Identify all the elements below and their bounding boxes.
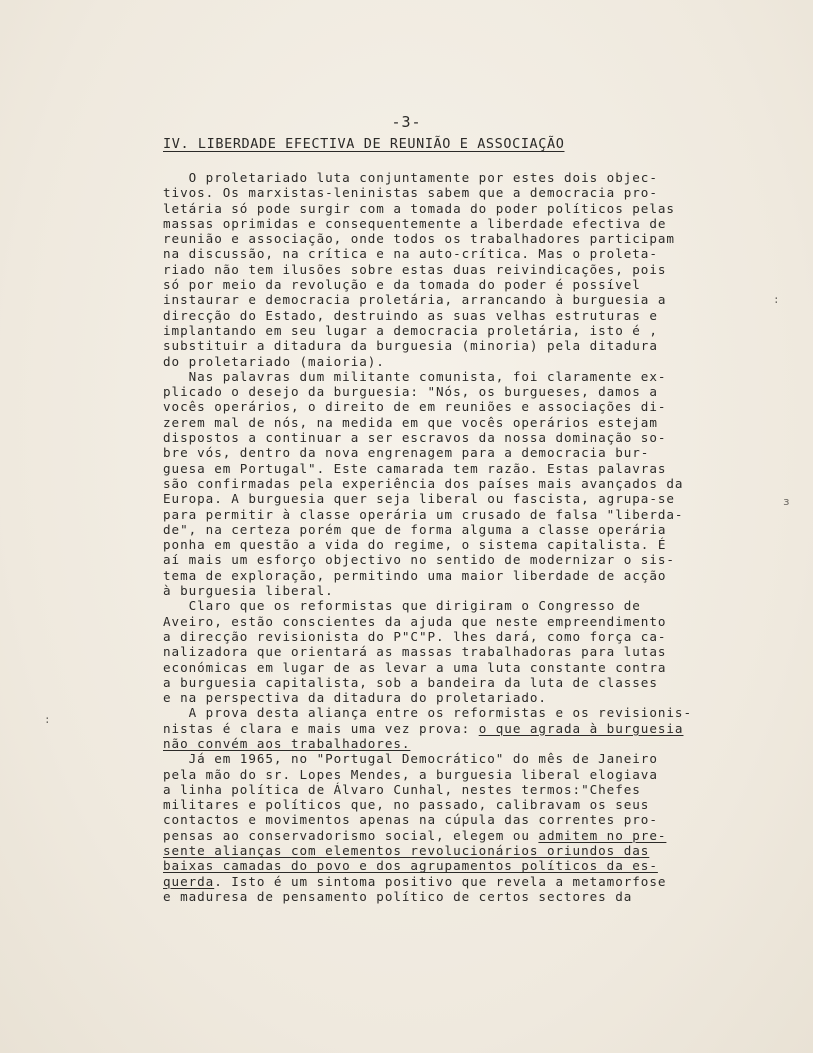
text-segment: substituir a ditadura da burguesia (minoria) pela ditadura xyxy=(163,338,658,354)
text-segment: à burguesia liberal. xyxy=(163,583,334,599)
text-line xyxy=(163,399,793,414)
text-segment: e maduresa de pensamento político de certos sectores da xyxy=(163,888,633,904)
text-segment: plicado o desejo da burguesia: "Nós, os burgueses, damos a xyxy=(163,384,658,400)
text-segment: contactos e movimentos apenas na cúpula das correntes pro- xyxy=(163,812,658,828)
underlined-text: sente alianças com elementos revolucionários oriundos das xyxy=(163,843,650,859)
underlined-text: baixas camadas do povo e dos agrupamentos políticos da es- xyxy=(163,858,658,874)
text-line xyxy=(163,185,793,200)
text-line xyxy=(163,277,793,292)
text-line xyxy=(163,445,793,460)
text-segment: para permitir à classe operária um crusado de falsa "liberda- xyxy=(163,506,684,522)
text-line xyxy=(163,675,793,690)
text-segment: massas oprimidas e consequentemente a liberdade efectiva de xyxy=(163,215,667,231)
text-segment: a burguesia capitalista, sob a bandeira da luta de classes xyxy=(163,674,658,690)
text-segment: e na perspectiva da ditadura do proletariado. xyxy=(163,690,547,706)
text-line xyxy=(163,461,793,476)
text-segment: do proletariado (maioria). xyxy=(163,353,385,369)
text-segment: riado não tem ilusões sobre estas duas reivindicações, pois xyxy=(163,261,667,277)
text-segment: nalizadora que orientará as massas trabalhadoras para lutas xyxy=(163,644,667,660)
text-segment: militares e políticos que, no passado, calibravam os seus xyxy=(163,797,650,813)
text-segment: aí mais um esforço objectivo no sentido de modernizar o sis- xyxy=(163,552,675,568)
text-line xyxy=(163,246,793,261)
text-segment: Nas palavras dum militante comunista, foi claramente ex- xyxy=(163,368,667,384)
text-line xyxy=(163,308,793,323)
text-line xyxy=(163,812,793,827)
text-line xyxy=(163,430,793,445)
text-line xyxy=(163,338,793,353)
text-line xyxy=(163,629,793,644)
text-line xyxy=(163,858,793,873)
text-line xyxy=(163,797,793,812)
text-segment: tivos. Os marxistas-leninistas sabem que a democracia pro- xyxy=(163,185,658,201)
text-line xyxy=(163,491,793,506)
text-line xyxy=(163,721,793,736)
underlined-text: o que agrada à burguesia xyxy=(478,720,684,736)
text-segment: a direcção revisionista do P"C"P. lhes dará, como força ca- xyxy=(163,628,667,644)
text-segment: Europa. A burguesia quer seja liberal ou fascista, agrupa-se xyxy=(163,491,675,507)
text-segment: Já em 1965, no "Portugal Democrático" do mês de Janeiro xyxy=(163,751,658,767)
text-line xyxy=(163,537,793,552)
text-line xyxy=(163,614,793,629)
text-segment: . Isto é um sintoma positivo que revela a metamorfose xyxy=(214,873,667,889)
margin-mark: : xyxy=(44,713,51,726)
text-line xyxy=(163,660,793,675)
text-segment: letária só pode surgir com a tomada do poder políticos pelas xyxy=(163,200,675,216)
text-segment: guesa em Portugal". Este camarada tem razão. Estas palavras xyxy=(163,460,667,476)
text-line xyxy=(163,476,793,491)
text-line xyxy=(163,705,793,720)
text-segment: económicas em lugar de as levar a uma luta constante contra xyxy=(163,659,667,675)
body-text xyxy=(163,170,793,904)
text-line xyxy=(163,231,793,246)
text-segment: vocês operários, o direito de em reuniões e associações di- xyxy=(163,399,667,415)
text-segment: só por meio da revolução e da tomada do poder é possível xyxy=(163,277,641,293)
text-segment: implantando em seu lugar a democracia proletária, isto é , xyxy=(163,322,658,338)
section-heading: IV. LIBERDADE EFECTIVA DE REUNIÃO E ASSOCIAÇÃO xyxy=(163,136,565,152)
text-line xyxy=(163,522,793,537)
text-line xyxy=(163,216,793,231)
text-line xyxy=(163,170,793,185)
text-line xyxy=(163,262,793,277)
text-line xyxy=(163,874,793,889)
text-segment: de", na certeza porém que de forma alguma a classe operária xyxy=(163,521,667,537)
text-segment: nistas é clara e mais uma vez prova: xyxy=(163,720,479,736)
text-line xyxy=(163,201,793,216)
text-segment: pela mão do sr. Lopes Mendes, a burguesia liberal elogiava xyxy=(163,766,658,782)
text-line xyxy=(163,598,793,613)
underlined-text: não convém aos trabalhadores. xyxy=(163,735,411,751)
text-line xyxy=(163,889,793,904)
text-segment: direcção do Estado, destruindo as suas velhas estruturas e xyxy=(163,307,658,323)
text-line xyxy=(163,644,793,659)
text-segment: dispostos a continuar a ser escravos da nossa dominação so- xyxy=(163,430,667,446)
text-line xyxy=(163,751,793,766)
underlined-text: querda xyxy=(163,873,215,889)
text-segment: tema de exploração, permitindo uma maior liberdade de acção xyxy=(163,567,667,583)
margin-mark: з xyxy=(783,495,790,508)
text-line xyxy=(163,354,793,369)
text-segment: Aveiro, estão conscientes da ajuda que neste empreendimento xyxy=(163,613,667,629)
text-segment: a linha política de Álvaro Cunhal, nestes termos:"Chefes xyxy=(163,781,641,797)
text-line xyxy=(163,767,793,782)
text-segment: na discussão, na crítica e na auto-crítica. Mas o proleta- xyxy=(163,246,658,262)
text-line xyxy=(163,568,793,583)
text-line xyxy=(163,323,793,338)
text-segment: Claro que os reformistas que dirigiram o Congresso de xyxy=(163,598,641,614)
text-segment: instaurar e democracia proletária, arrancando à burguesia a xyxy=(163,292,667,308)
text-line xyxy=(163,384,793,399)
text-segment: são confirmadas pela experiência dos países mais avançados da xyxy=(163,475,684,491)
text-line xyxy=(163,369,793,384)
text-segment: reunião e associação, onde todos os trabalhadores participam xyxy=(163,231,675,247)
page-number: -3- xyxy=(391,113,422,131)
text-segment: A prova desta aliança entre os reformistas e os revisionis- xyxy=(163,705,692,721)
text-segment: O proletariado luta conjuntamente por estes dois objec- xyxy=(163,170,658,185)
text-line xyxy=(163,415,793,430)
text-line xyxy=(163,552,793,567)
text-segment: ponha em questão a vida do regime, o sistema capitalista. É xyxy=(163,537,667,553)
text-line xyxy=(163,583,793,598)
text-line xyxy=(163,507,793,522)
text-line xyxy=(163,843,793,858)
text-line xyxy=(163,292,793,307)
text-line xyxy=(163,828,793,843)
text-line xyxy=(163,782,793,797)
margin-mark: : xyxy=(773,293,780,306)
underlined-text: admitem no pre- xyxy=(538,827,667,843)
text-line xyxy=(163,690,793,705)
text-segment: pensas ao conservadorismo social, elegem ou xyxy=(163,827,539,843)
text-segment: zerem mal de nós, na medida em que vocês operários estejam xyxy=(163,414,658,430)
text-line xyxy=(163,736,793,751)
text-segment: bre vós, dentro da nova engrenagem para a democracia bur- xyxy=(163,445,650,461)
